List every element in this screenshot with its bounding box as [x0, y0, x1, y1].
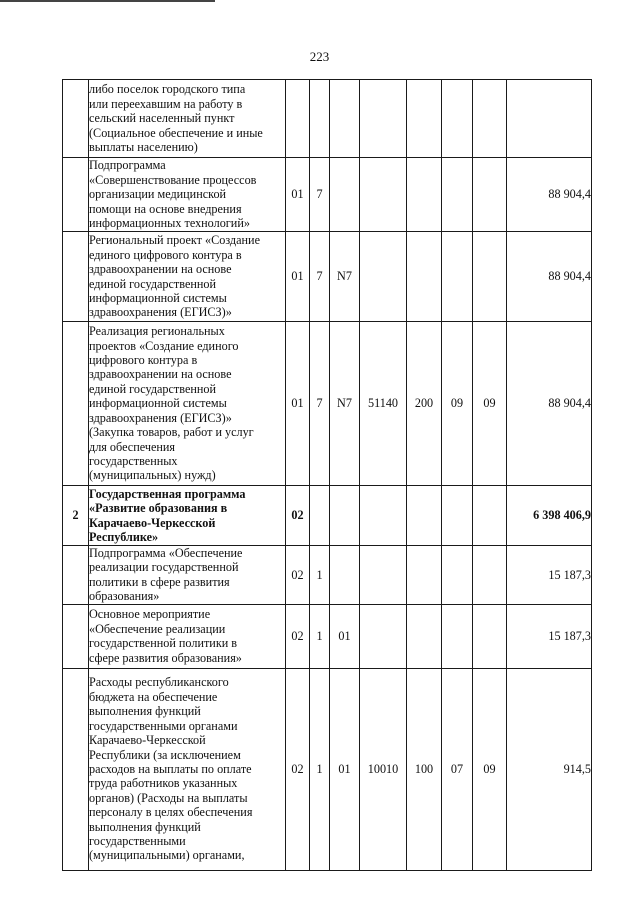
item-name-line: расходов на выплаты по оплате [89, 761, 252, 776]
table-row [63, 232, 592, 322]
page-number: 223 [309, 49, 330, 64]
subsection-cell [473, 232, 507, 322]
item-name-line: государственной политики в [89, 636, 238, 651]
amount-cell: 914,5 [507, 668, 592, 870]
item-name-line: здравоохранении на основе [89, 262, 232, 277]
item-name-line: Региональный проект «Создание [89, 233, 260, 248]
amount-cell [507, 80, 592, 158]
item-name-line: здравоохранении на основе [89, 367, 232, 382]
item-name-line: информационных технологий» [89, 216, 250, 231]
item-name-line: органов) (Расходы на выплаты [89, 790, 248, 805]
item-name-line: «Развитие образования в [89, 501, 228, 516]
table-row [63, 322, 592, 486]
row-number-cell [63, 322, 89, 486]
subprogram-code-cell: 1 [310, 668, 330, 870]
subprogram-code-cell: 7 [310, 322, 330, 486]
program-code-cell: 02 [286, 546, 310, 605]
expense-type-cell: 100 [407, 668, 442, 870]
table-row [63, 158, 592, 232]
item-name-line: (муниципальных) нужд) [89, 468, 216, 483]
row-number-cell [63, 546, 89, 605]
item-name-line: выплаты населению) [89, 140, 198, 155]
subprogram-code-cell [310, 486, 330, 546]
row-number-cell [63, 158, 89, 232]
amount-cell: 88 904,4 [507, 158, 592, 232]
item-name-line: персоналу в целях обеспечения [89, 805, 253, 820]
item-name-line: информационной системы [89, 396, 227, 411]
item-name-line: здравоохранения (ЕГИСЗ)» [89, 410, 232, 425]
direction-code-cell [360, 232, 407, 322]
table-row [63, 546, 592, 605]
expense-type-cell: 200 [407, 322, 442, 486]
section-cell: 09 [442, 322, 473, 486]
program-code-cell: 02 [286, 604, 310, 668]
table-row [63, 668, 592, 870]
section-cell [442, 604, 473, 668]
item-name-cell [89, 546, 286, 605]
item-name-line: сельский населенный пункт [89, 111, 235, 126]
item-name-line: политики в сфере развития [89, 574, 230, 589]
direction-code-cell [360, 158, 407, 232]
subsection-cell [473, 546, 507, 605]
item-name-cell [89, 80, 286, 158]
item-name-line: Расходы республиканского [89, 675, 229, 690]
event-code-cell [330, 486, 360, 546]
table-body [63, 80, 592, 871]
direction-code-cell [360, 80, 407, 158]
item-name-line: бюджета на обеспечение [89, 689, 218, 704]
program-code-cell [286, 80, 310, 158]
item-name-cell [89, 322, 286, 486]
item-name-line: цифрового контура в [89, 353, 198, 368]
item-name-line: для обеспечения [89, 439, 176, 454]
event-code-cell: N7 [330, 232, 360, 322]
table-row [63, 604, 592, 668]
subsection-cell [473, 604, 507, 668]
program-code-cell: 02 [286, 668, 310, 870]
item-name-cell [89, 158, 286, 232]
item-name-line: единой государственной [89, 276, 217, 291]
section-cell [442, 158, 473, 232]
item-name-line: проектов «Создание единого [89, 338, 239, 353]
direction-code-cell [360, 604, 407, 668]
table-row [63, 486, 592, 546]
item-name-line: (муниципальными) органами, [89, 848, 245, 863]
item-name-line: единой государственной [89, 381, 217, 396]
subprogram-code-cell: 7 [310, 158, 330, 232]
direction-code-cell: 10010 [360, 668, 407, 870]
event-code-cell: 01 [330, 604, 360, 668]
item-name-line: Основное мероприятие [89, 607, 211, 622]
item-name-line: Республике» [89, 529, 159, 544]
item-name-line: информационной системы [89, 290, 227, 305]
direction-code-cell: 51140 [360, 322, 407, 486]
event-code-cell: N7 [330, 322, 360, 486]
subsection-cell [473, 486, 507, 546]
item-name-line: Государственная программа [89, 486, 246, 501]
item-name-line: реализации государственной [89, 560, 239, 575]
event-code-cell [330, 80, 360, 158]
section-cell [442, 80, 473, 158]
subsection-cell: 09 [473, 322, 507, 486]
item-name-line: сфере развития образования» [89, 650, 242, 665]
item-name-line: или переехавшим на работу в [89, 96, 243, 111]
subprogram-code-cell [310, 80, 330, 158]
expense-type-cell [407, 232, 442, 322]
item-name-line: Подпрограмма «Обеспечение [89, 546, 243, 560]
amount-cell: 15 187,3 [507, 604, 592, 668]
expense-type-cell [407, 80, 442, 158]
expense-type-cell [407, 158, 442, 232]
item-name-line: Республики (за исключением [89, 747, 241, 762]
row-number-cell [63, 232, 89, 322]
item-name-line: «Обеспечение реализации [89, 621, 226, 636]
program-code-cell: 01 [286, 158, 310, 232]
item-name-line: государственными [89, 833, 186, 848]
amount-cell: 15 187,3 [507, 546, 592, 605]
program-code-cell: 01 [286, 232, 310, 322]
item-name-cell [89, 232, 286, 322]
event-code-cell [330, 158, 360, 232]
event-code-cell [330, 546, 360, 605]
item-name-line: выполнения функций [89, 704, 201, 719]
event-code-cell: 01 [330, 668, 360, 870]
item-name-cell [89, 486, 286, 546]
direction-code-cell [360, 486, 407, 546]
program-code-cell: 02 [286, 486, 310, 546]
subsection-cell: 09 [473, 668, 507, 870]
row-number-cell [63, 668, 89, 870]
item-name-line: Карачаево-Черкесской [89, 733, 206, 748]
item-name-line: организации медицинской [89, 187, 227, 202]
item-name-line: труда работников указанных [89, 776, 238, 791]
subprogram-code-cell: 7 [310, 232, 330, 322]
item-name-line: (Закупка товаров, работ и услуг [89, 425, 254, 440]
expense-type-cell [407, 604, 442, 668]
row-number-cell: 2 [63, 486, 89, 546]
amount-cell: 88 904,4 [507, 322, 592, 486]
subsection-cell [473, 80, 507, 158]
expense-type-cell [407, 546, 442, 605]
subsection-cell [473, 158, 507, 232]
item-name-line: государственных [89, 453, 178, 468]
subprogram-code-cell: 1 [310, 546, 330, 605]
item-name-line: здравоохранения (ЕГИСЗ)» [89, 305, 232, 320]
item-name-line: Карачаево-Черкесской [89, 515, 216, 530]
item-name-line: образования» [89, 589, 160, 604]
item-name-line: Реализация региональных [89, 324, 225, 339]
item-name-line: Подпрограмма [89, 158, 166, 173]
section-cell [442, 546, 473, 605]
item-name-line: либо поселок городского типа [89, 82, 246, 97]
item-name-line: выполнения функций [89, 819, 201, 834]
expense-type-cell [407, 486, 442, 546]
amount-cell: 88 904,4 [507, 232, 592, 322]
subprogram-code-cell: 1 [310, 604, 330, 668]
row-number-cell [63, 80, 89, 158]
row-number-cell [63, 604, 89, 668]
direction-code-cell [360, 546, 407, 605]
item-name-line: помощи на основе внедрения [89, 201, 242, 216]
item-name-cell [89, 604, 286, 668]
section-cell [442, 232, 473, 322]
scan-edge-mark [0, 0, 215, 2]
section-cell: 07 [442, 668, 473, 870]
item-name-line: «Совершенствование процессов [89, 172, 257, 187]
section-cell [442, 486, 473, 546]
item-name-line: единого цифрового контура в [89, 247, 242, 262]
item-name-line: (Социальное обеспечение и иные [89, 125, 263, 140]
table-row [63, 80, 592, 158]
item-name-line: государственными органами [89, 718, 238, 733]
item-name-cell [89, 668, 286, 870]
budget-table [62, 79, 592, 871]
program-code-cell: 01 [286, 322, 310, 486]
amount-cell: 6 398 406,9 [507, 486, 592, 546]
